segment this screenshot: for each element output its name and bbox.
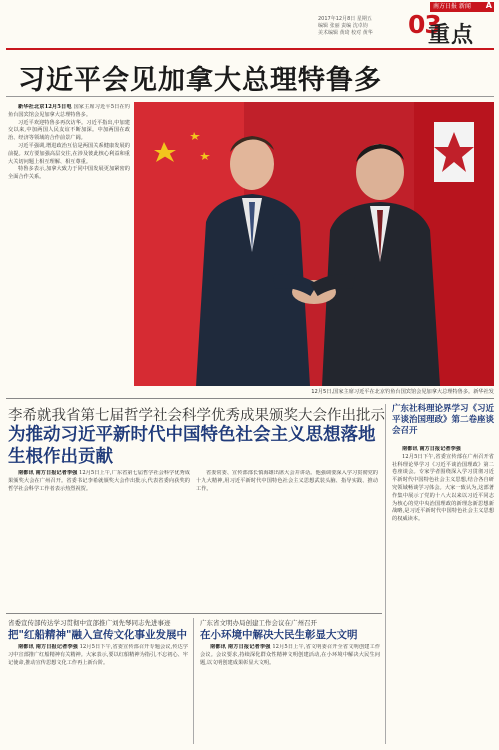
bottom-left-kicker: 省委宣传部传达学习贯彻中宣部推广刘先琴同志先进事迹 <box>8 619 171 627</box>
photo-illustration <box>134 102 494 386</box>
lead-paragraph: 特鲁多表示,加拿大致力于同中国发展更加紧密的全面合作关系。 <box>8 166 130 181</box>
editor-line-1: 编辑 张丽 责编 沈卓钧 <box>318 23 368 29</box>
lead-paragraph: 习近平强调,增进政治互信是两国关系健康发展的前提。双方要加强高层交往,在涉及彼此核心利益和重大关切问题上相互理解、相互尊重。 <box>8 142 130 165</box>
second-story-kicker: 李希就我省第七届哲学社会科学优秀成果颁奖大会作出批示 <box>8 408 385 424</box>
header-divider <box>6 48 494 50</box>
bottom-left-headline: 把"红船精神"融入宣传文化事业发展中 <box>8 629 187 641</box>
bottom-right-byline: 南都讯 南方日报记者李强 <box>210 644 271 650</box>
lead-headline: 习近平会见加拿大总理特鲁多 <box>18 65 382 96</box>
lead-paragraph: 国家主席习近平5日在钓鱼台国宾馆会见加拿大总理特鲁多。 <box>8 104 130 118</box>
bottom-right-text: 12月5日上午,省文明委召开全省文明创建工作会议。会议要求,持续深化群众性精神文明创建活动,在小环境中解决大民生问题,以文明创建成果彰显大文明。 <box>200 644 380 666</box>
lead-story-body <box>8 104 130 394</box>
date-text: 2017年12月8日 星期五 <box>318 16 372 22</box>
headline-divider <box>6 96 494 97</box>
bottom-right-kicker: 广东省文明办局创建工作会议在广州召开 <box>200 619 317 627</box>
lead-byline: 新华社北京12月5日电 <box>18 104 72 110</box>
second-story-column-1 <box>8 470 190 610</box>
column-divider <box>385 404 386 744</box>
right-story-text: 12月5日下午,省委宣传部在广州召开省社科理论界学习《习近平谈治国理政》第二卷座谈会。专家学者围绕深入学习贯彻习近平新时代中国特色社会主义思想,结合各自研究领域畅谈学习体会。大家一致认为,这部著作集中展示了党的十八大以来以习近平同志为核心的党中央治国理政的新理念新思想新战略,是习近平新时代中国特色社会主义思想的权威读本。 <box>392 453 494 523</box>
dateline <box>318 16 408 37</box>
photo-caption: 12月5日,国家主席习近平在北京钓鱼台国宾馆会见加拿大总理特鲁多。新华社发 <box>311 389 494 395</box>
right-story-body <box>392 446 494 744</box>
news-photo <box>134 102 494 386</box>
bottom-column-divider <box>193 618 194 744</box>
lead-paragraph: 习近平欢迎特鲁多再次访华。习近平指出,中加建交以来,中加两国人民友谊不断加深。中加两国在政治、经济等领域的合作前景广阔。 <box>8 119 130 142</box>
bottom-right-headline: 在小环境中解决大民生彰显大文明 <box>200 629 358 641</box>
second-byline: 南都讯 南方日报记者李强 <box>18 470 78 476</box>
section-title: 重点 <box>428 23 475 48</box>
bottom-right-body <box>200 644 380 744</box>
bottom-left-byline: 南都讯 南方日报记者李强 <box>18 644 78 650</box>
section-divider <box>6 398 494 399</box>
second-story-column-2 <box>196 470 378 610</box>
editor-line-2: 美术编辑 黄琦 校对 黄华 <box>318 30 373 36</box>
edition-letter: A <box>485 1 492 10</box>
second-story-text-2: 省委常委、宣传部部长慎海雄出席大会并讲话。他强调要深入学习贯彻党的十九大精神,用习近平新时代中国特色社会主义思想武装头脑、指导实践、推动工作。 <box>196 470 378 492</box>
masthead-bar-text: 南方日报 新闻 <box>433 3 471 10</box>
second-story-headline: 为推动习近平新时代中国特色社会主义思想落地生根作出贡献 <box>8 425 376 467</box>
right-byline: 南都讯 南方日报记者李强 <box>402 446 461 452</box>
bottom-left-text: 12月5日下午,省委宣传部召开专题会议,传达学习中宣部推广红船精神有关精神。大家表示,要以红船精神为指引,不忘初心、牢记使命,推动宣传思想文化工作再上新台阶。 <box>8 644 188 666</box>
bottom-left-body <box>8 644 188 744</box>
second-story-text-1: 12月5日上午,广东省第七届哲学社会科学优秀成果颁奖大会在广州召开。省委书记李希就颁奖大会作出批示,代表省委向获奖的哲学社会科学工作者表示热烈祝贺。 <box>8 470 190 492</box>
bottom-divider <box>6 613 382 614</box>
right-story-headline: 广东社科理论界学习《习近平谈治国理政》第二卷座谈会召开 <box>392 404 495 436</box>
page-number: 03 <box>408 10 441 39</box>
